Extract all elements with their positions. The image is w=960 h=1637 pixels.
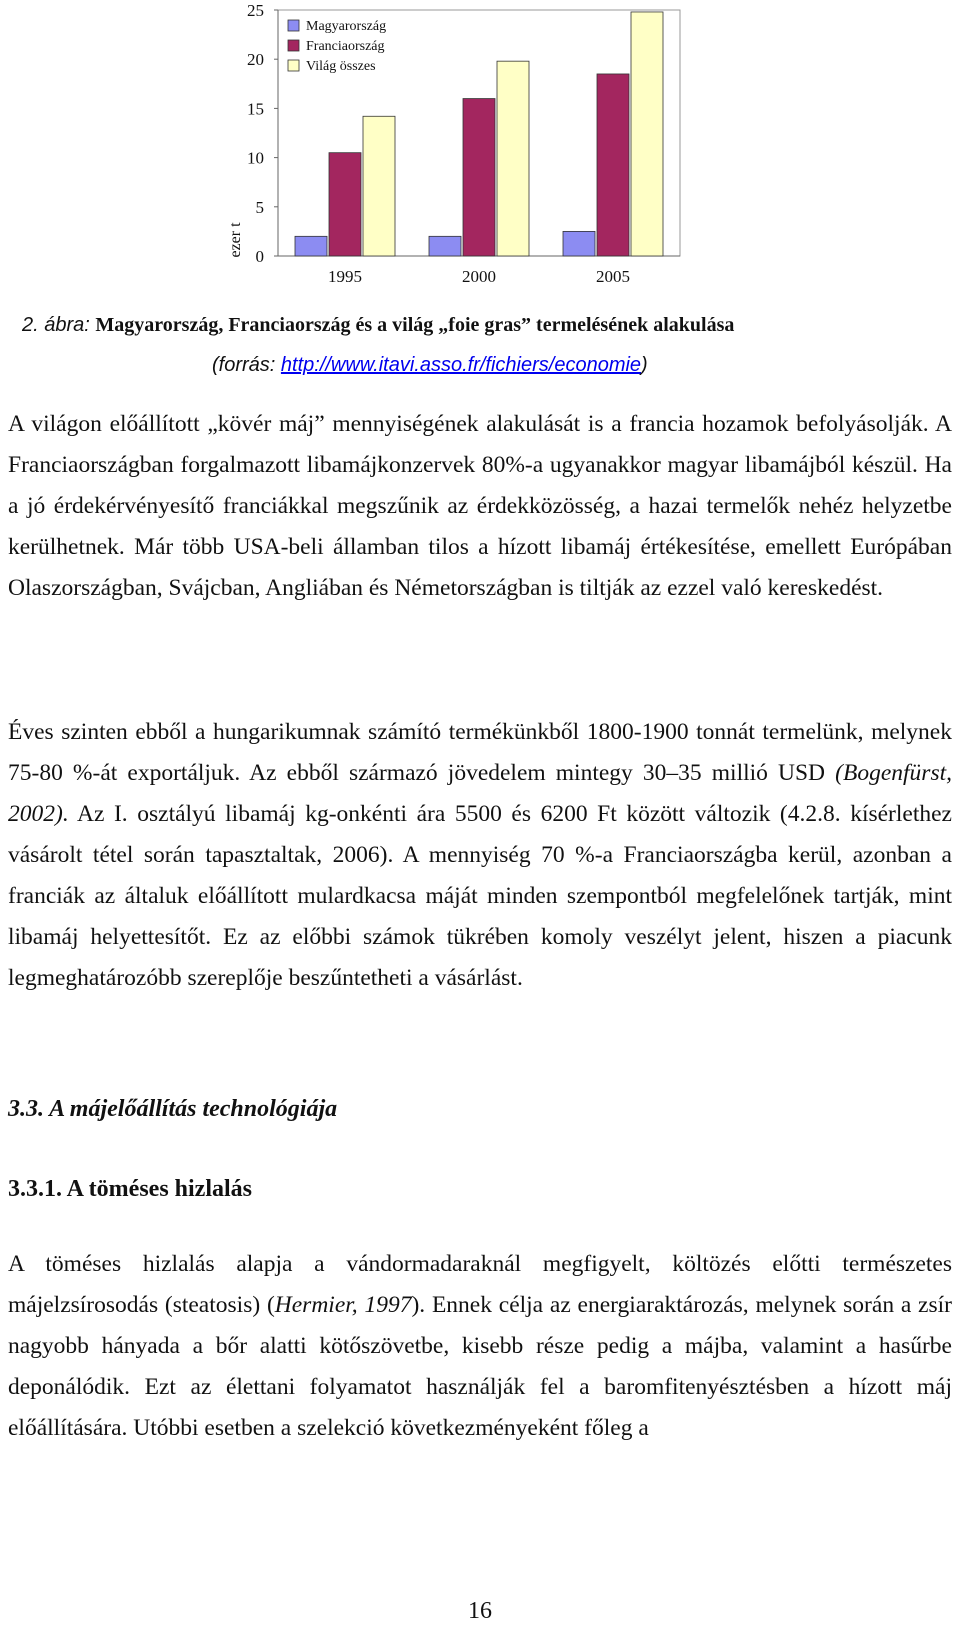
paragraph-2-text-a: Éves szinten ebből a hungarikumnak számító termékünkből 1800-1900 tonnát termelünk, melynek 75-80 %-át exportáljuk. Az ebből származó jövedelem mintegy 30–35 millió USD (8, 719, 952, 786)
citation-bogenfurst: (Bogenfürst, 2002). (8, 760, 952, 827)
bar (497, 61, 529, 256)
y-tick-label: 5 (255, 197, 264, 217)
y-tick-label: 0 (255, 247, 264, 266)
legend-label: Világ összes (306, 59, 376, 74)
figure-label: 2. ábra: (22, 314, 90, 336)
bar (429, 236, 461, 256)
source-suffix: ) (641, 354, 648, 376)
figure-title: Magyarország, Franciaország és a világ „foie gras” termelésének alakulása (95, 314, 735, 336)
figure-caption (22, 312, 942, 338)
legend-swatch (288, 20, 299, 31)
paragraph-1: A világon előállított „kövér máj” mennyiségének alakulását is a francia hozamok befolyásolják. A Franciaországban forgalmazott libamájkonzervek 80%-a ugyanakkor magyar libamájból készül. Ha a jó érdekérvényesítő franciákkal megszűnik az érdekközösség, a hazai termelők nehéz helyzetbe kerülhetnek. Már több USA-beli államban tilos a hízott libamáj értékesítése, emellett Európában Olaszországban, Svájcban, Angliában és Németországban is tiltják az ezzel való kereskedést. (8, 411, 952, 601)
bar (597, 74, 629, 256)
figure-source (212, 352, 648, 378)
y-tick-label: 20 (247, 50, 264, 70)
bar (631, 12, 663, 256)
paragraph-3 (8, 1244, 952, 1449)
section-heading-3-3: 3.3. A májelőállítás technológiája (8, 1096, 338, 1122)
y-axis-label: ezer t (227, 222, 244, 258)
bar (463, 99, 495, 256)
bar (363, 116, 395, 256)
y-tick-label: 25 (247, 1, 264, 20)
source-prefix: (forrás: (212, 354, 276, 376)
bar (295, 236, 327, 256)
paragraph-3-text-a: A töméses hizlalás alapja a vándormadaraknál megfigyelt, költözés előtti természetes májelzsírosodás (steatosis) ( (8, 1251, 952, 1318)
x-tick-label: 1995 (328, 267, 362, 286)
x-tick-label: 2005 (596, 267, 630, 286)
foie-gras-bar-chart (0, 0, 960, 300)
legend-label: Franciaország (306, 39, 385, 54)
section-heading-3-3-1: 3.3.1. A töméses hizlalás (8, 1176, 252, 1202)
legend-label: Magyarország (306, 19, 387, 34)
citation-hermier: Hermier, 1997 (274, 1292, 412, 1318)
y-tick-label: 15 (247, 99, 264, 119)
x-tick-label: 2000 (462, 267, 496, 286)
bar (329, 153, 361, 256)
y-tick-label: 10 (247, 148, 264, 168)
legend-swatch (288, 40, 299, 51)
page-number: 16 (468, 1598, 492, 1624)
paragraph-3-text-b: ). Ennek célja az energiaraktározás, melynek során a zsír nagyobb hányada a bőr alatti kötőszövetbe, kisebb része pedig a májba, valamint a hasűrbe deponálódik. Ezt az élettani folyamatot használják fel a baromfitenyésztésben a hízott máj előállítására. Utóbbi esetben a szelekció következményeként főleg a (8, 1292, 952, 1441)
paragraph-2-text-b: Az I. osztályú libamáj kg-onkénti ára 5500 és 6200 Ft között változik (4.2.8. kísérlethez vásárolt tétel során tapasztaltak, 2006). A mennyiség 70 %-a Franciaországba kerül, azonban a franciák az általuk előállított mulardkacsa máját minden szempontból megfelelőnek tartják, mint libamáj helyettesítőt. Ez az előbbi számok tükrében komoly veszélyt jelent, hiszen a piacunk legmeghatározóbb szereplője beszűntetheti a vásárlást. (8, 801, 952, 991)
source-link[interactable]: http://www.itavi.asso.fr/fichiers/economie (280, 354, 642, 376)
legend-swatch (288, 60, 299, 71)
paragraph-2 (8, 712, 952, 999)
bar (563, 231, 595, 256)
